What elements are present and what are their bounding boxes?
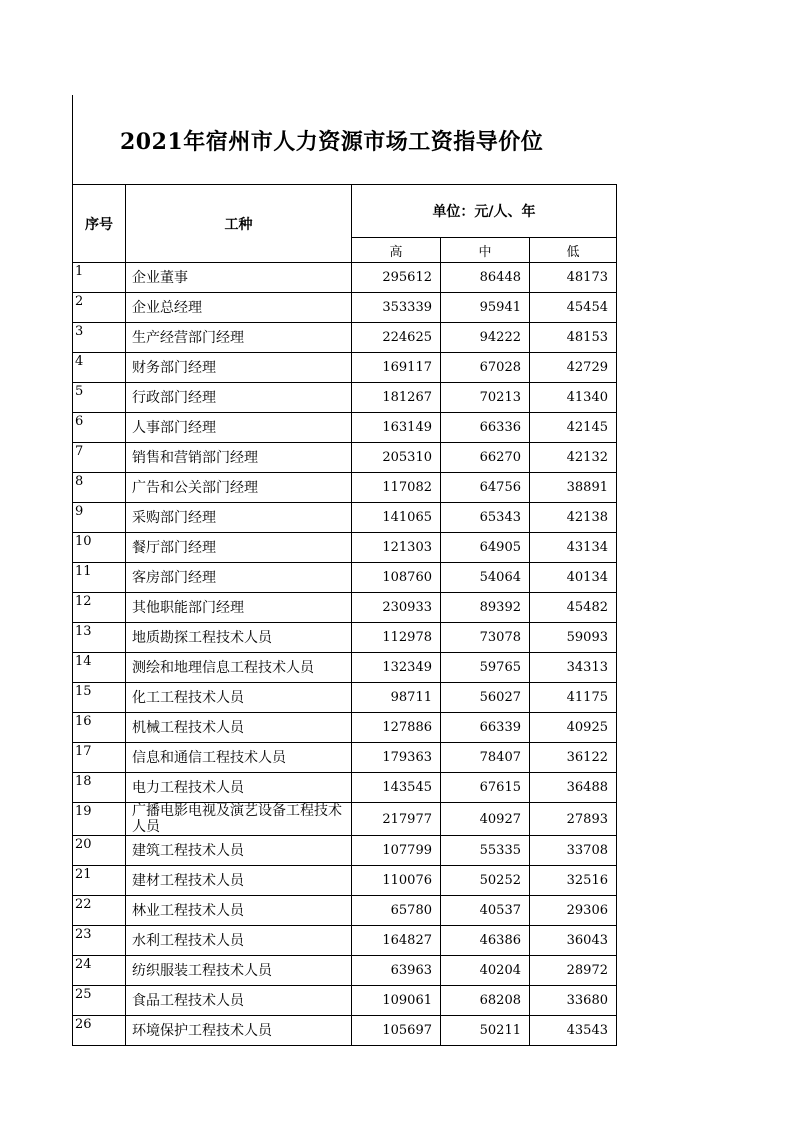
job-name: 餐厅部门经理	[126, 533, 352, 563]
job-name: 财务部门经理	[126, 353, 352, 383]
wage-high: 98711	[352, 683, 441, 713]
row-number: 17	[73, 743, 126, 773]
wage-low: 36488	[530, 773, 617, 803]
wage-low: 45454	[530, 293, 617, 323]
wage-mid: 67028	[441, 353, 530, 383]
wage-table	[72, 184, 617, 1046]
wage-mid: 89392	[441, 593, 530, 623]
wage-mid: 95941	[441, 293, 530, 323]
wage-mid: 55335	[441, 836, 530, 866]
row-number: 13	[73, 623, 126, 653]
wage-high: 110076	[352, 866, 441, 896]
wage-high: 132349	[352, 653, 441, 683]
wage-high: 63963	[352, 956, 441, 986]
wage-mid: 66339	[441, 713, 530, 743]
wage-low: 29306	[530, 896, 617, 926]
table-row	[73, 263, 617, 293]
table-row	[73, 413, 617, 443]
wage-high: 143545	[352, 773, 441, 803]
wage-low: 48153	[530, 323, 617, 353]
job-name: 企业董事	[126, 263, 352, 293]
job-name: 行政部门经理	[126, 383, 352, 413]
wage-high: 163149	[352, 413, 441, 443]
wage-mid: 40927	[441, 803, 530, 836]
job-name: 其他职能部门经理	[126, 593, 352, 623]
table-row	[73, 803, 617, 836]
table-row	[73, 653, 617, 683]
wage-mid: 40537	[441, 896, 530, 926]
wage-mid: 64756	[441, 473, 530, 503]
job-name: 地质勘探工程技术人员	[126, 623, 352, 653]
header-job-type: 工种	[126, 185, 352, 263]
job-name: 水利工程技术人员	[126, 926, 352, 956]
header-seq: 序号	[73, 185, 126, 263]
table-row	[73, 623, 617, 653]
wage-mid: 56027	[441, 683, 530, 713]
wage-low: 42138	[530, 503, 617, 533]
wage-low: 38891	[530, 473, 617, 503]
wage-high: 205310	[352, 443, 441, 473]
wage-mid: 64905	[441, 533, 530, 563]
wage-high: 230933	[352, 593, 441, 623]
row-number: 6	[73, 413, 126, 443]
job-name: 食品工程技术人员	[126, 986, 352, 1016]
job-name: 信息和通信工程技术人员	[126, 743, 352, 773]
wage-low: 41175	[530, 683, 617, 713]
wage-mid: 78407	[441, 743, 530, 773]
wage-low: 34313	[530, 653, 617, 683]
row-number: 5	[73, 383, 126, 413]
table-row	[73, 353, 617, 383]
wage-low: 41340	[530, 383, 617, 413]
wage-low: 43134	[530, 533, 617, 563]
wage-mid: 73078	[441, 623, 530, 653]
wage-mid: 54064	[441, 563, 530, 593]
wage-mid: 50252	[441, 866, 530, 896]
row-number: 16	[73, 713, 126, 743]
row-number: 9	[73, 503, 126, 533]
row-number: 24	[73, 956, 126, 986]
table-row	[73, 443, 617, 473]
wage-high: 295612	[352, 263, 441, 293]
job-name: 广播电影电视及演艺设备工程技术人员	[126, 803, 352, 836]
job-name: 环境保护工程技术人员	[126, 1016, 352, 1046]
wage-high: 164827	[352, 926, 441, 956]
wage-low: 27893	[530, 803, 617, 836]
left-border-rule	[72, 95, 73, 185]
job-name: 电力工程技术人员	[126, 773, 352, 803]
table-row	[73, 836, 617, 866]
wage-mid: 86448	[441, 263, 530, 293]
table-row	[73, 713, 617, 743]
wage-low: 42145	[530, 413, 617, 443]
table-row	[73, 1016, 617, 1046]
row-number: 23	[73, 926, 126, 956]
row-number: 10	[73, 533, 126, 563]
wage-low: 33680	[530, 986, 617, 1016]
job-name: 林业工程技术人员	[126, 896, 352, 926]
row-number: 20	[73, 836, 126, 866]
job-name: 企业总经理	[126, 293, 352, 323]
wage-high: 65780	[352, 896, 441, 926]
page-title: 2021年宿州市人力资源市场工资指导价位	[120, 129, 544, 155]
wage-high: 127886	[352, 713, 441, 743]
row-number: 14	[73, 653, 126, 683]
table-row	[73, 533, 617, 563]
wage-low: 40925	[530, 713, 617, 743]
table-row	[73, 473, 617, 503]
wage-low: 28972	[530, 956, 617, 986]
row-number: 2	[73, 293, 126, 323]
wage-mid: 66336	[441, 413, 530, 443]
wage-high: 353339	[352, 293, 441, 323]
job-name: 生产经营部门经理	[126, 323, 352, 353]
job-name: 广告和公关部门经理	[126, 473, 352, 503]
header-high: 高	[352, 238, 441, 263]
wage-mid: 40204	[441, 956, 530, 986]
row-number: 4	[73, 353, 126, 383]
wage-low: 40134	[530, 563, 617, 593]
wage-mid: 68208	[441, 986, 530, 1016]
header-unit: 单位：元/人、年	[352, 185, 617, 238]
wage-high: 109061	[352, 986, 441, 1016]
job-name: 建筑工程技术人员	[126, 836, 352, 866]
wage-high: 108760	[352, 563, 441, 593]
row-number: 22	[73, 896, 126, 926]
wage-high: 117082	[352, 473, 441, 503]
table-row	[73, 986, 617, 1016]
wage-high: 121303	[352, 533, 441, 563]
wage-high: 217977	[352, 803, 441, 836]
job-name: 测绘和地理信息工程技术人员	[126, 653, 352, 683]
table-body	[73, 263, 617, 1046]
wage-low: 42132	[530, 443, 617, 473]
wage-low: 43543	[530, 1016, 617, 1046]
wage-high: 107799	[352, 836, 441, 866]
wage-high: 179363	[352, 743, 441, 773]
row-number: 1	[73, 263, 126, 293]
row-number: 21	[73, 866, 126, 896]
header-mid: 中	[441, 238, 530, 263]
wage-low: 42729	[530, 353, 617, 383]
wage-high: 169117	[352, 353, 441, 383]
job-name: 客房部门经理	[126, 563, 352, 593]
wage-low: 45482	[530, 593, 617, 623]
row-number: 18	[73, 773, 126, 803]
job-name: 采购部门经理	[126, 503, 352, 533]
wage-high: 224625	[352, 323, 441, 353]
wage-mid: 66270	[441, 443, 530, 473]
row-number: 15	[73, 683, 126, 713]
wage-low: 36043	[530, 926, 617, 956]
job-name: 人事部门经理	[126, 413, 352, 443]
row-number: 3	[73, 323, 126, 353]
table-row	[73, 683, 617, 713]
job-name: 销售和营销部门经理	[126, 443, 352, 473]
wage-low: 36122	[530, 743, 617, 773]
wage-mid: 94222	[441, 323, 530, 353]
row-number: 7	[73, 443, 126, 473]
table-row	[73, 563, 617, 593]
wage-high: 181267	[352, 383, 441, 413]
row-number: 19	[73, 803, 126, 836]
wage-mid: 70213	[441, 383, 530, 413]
row-number: 11	[73, 563, 126, 593]
header-low: 低	[530, 238, 617, 263]
table-row	[73, 926, 617, 956]
row-number: 25	[73, 986, 126, 1016]
table-row	[73, 383, 617, 413]
wage-low: 48173	[530, 263, 617, 293]
table-row	[73, 323, 617, 353]
table-row	[73, 956, 617, 986]
wage-low: 32516	[530, 866, 617, 896]
wage-mid: 59765	[441, 653, 530, 683]
row-number: 12	[73, 593, 126, 623]
job-name: 纺织服装工程技术人员	[126, 956, 352, 986]
job-name: 机械工程技术人员	[126, 713, 352, 743]
row-number: 8	[73, 473, 126, 503]
table-row	[73, 896, 617, 926]
table-row	[73, 743, 617, 773]
wage-mid: 67615	[441, 773, 530, 803]
wage-low: 59093	[530, 623, 617, 653]
wage-mid: 65343	[441, 503, 530, 533]
job-name: 建材工程技术人员	[126, 866, 352, 896]
table-row	[73, 866, 617, 896]
table-row	[73, 293, 617, 323]
table-row	[73, 593, 617, 623]
row-number: 26	[73, 1016, 126, 1046]
wage-mid: 50211	[441, 1016, 530, 1046]
wage-mid: 46386	[441, 926, 530, 956]
table-row	[73, 503, 617, 533]
wage-high: 112978	[352, 623, 441, 653]
wage-low: 33708	[530, 836, 617, 866]
job-name: 化工工程技术人员	[126, 683, 352, 713]
wage-high: 141065	[352, 503, 441, 533]
wage-high: 105697	[352, 1016, 441, 1046]
table-row	[73, 773, 617, 803]
